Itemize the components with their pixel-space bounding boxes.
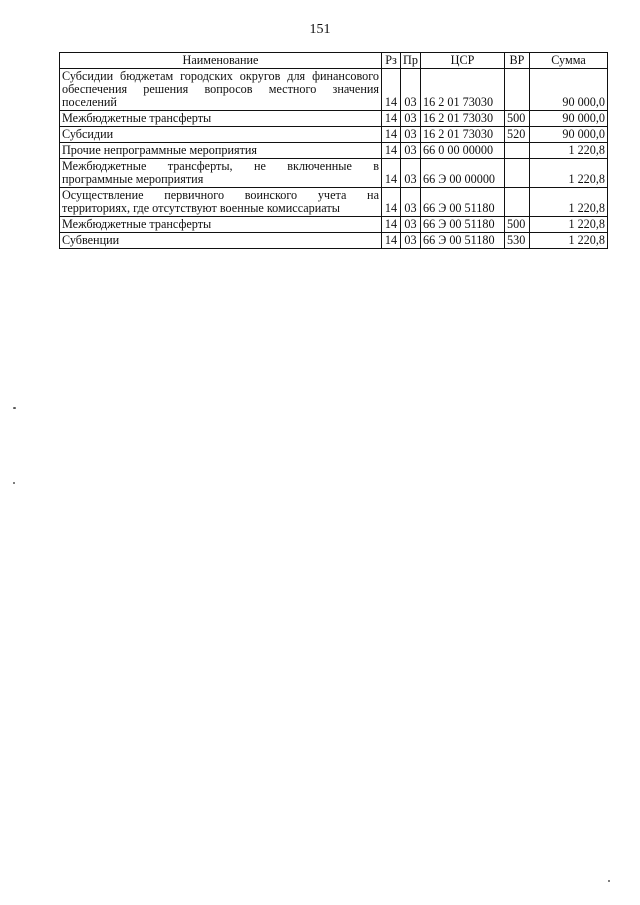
cell-pr: 03 <box>401 111 421 127</box>
cell-vr <box>505 143 530 159</box>
cell-pr: 03 <box>401 159 421 188</box>
cell-rz: 14 <box>382 127 401 143</box>
cell-sum: 90 000,0 <box>530 127 608 143</box>
cell-csr: 16 2 01 73030 <box>421 69 505 111</box>
cell-name: Межбюджетные трансферты <box>60 111 382 127</box>
header-sum: Сумма <box>530 53 608 69</box>
cell-csr: 16 2 01 73030 <box>421 127 505 143</box>
cell-pr: 03 <box>401 69 421 111</box>
cell-vr <box>505 188 530 217</box>
table-row <box>60 111 608 127</box>
header-csr: ЦСР <box>421 53 505 69</box>
cell-sum: 1 220,8 <box>530 217 608 233</box>
cell-name: Прочие непрограммные мероприятия <box>60 143 382 159</box>
cell-sum: 1 220,8 <box>530 188 608 217</box>
header-pr: Пр <box>401 53 421 69</box>
cell-rz: 14 <box>382 159 401 188</box>
cell-csr: 66 0 00 00000 <box>421 143 505 159</box>
cell-sum: 1 220,8 <box>530 143 608 159</box>
table-row <box>60 217 608 233</box>
cell-csr: 66 Э 00 51180 <box>421 233 505 249</box>
table-row <box>60 233 608 249</box>
budget-table <box>59 52 608 249</box>
table-header-row <box>60 53 608 69</box>
cell-rz: 14 <box>382 217 401 233</box>
header-name: Наименование <box>60 53 382 69</box>
cell-vr: 530 <box>505 233 530 249</box>
cell-name: Межбюджетные трансферты, не включенные в программные мероприятия <box>60 159 382 188</box>
cell-vr: 500 <box>505 111 530 127</box>
table-row <box>60 188 608 217</box>
cell-name: Осуществление первичного воинского учета на территориях, где отсутствуют военные комиссариаты <box>60 188 382 217</box>
cell-pr: 03 <box>401 143 421 159</box>
cell-csr: 66 Э 00 51180 <box>421 188 505 217</box>
cell-name: Субсидии бюджетам городских округов для финансового обеспечения решения вопросов местного значения поселений <box>60 69 382 111</box>
cell-pr: 03 <box>401 127 421 143</box>
scan-speck <box>13 482 15 484</box>
cell-sum: 90 000,0 <box>530 69 608 111</box>
table-row <box>60 69 608 111</box>
table-row <box>60 159 608 188</box>
cell-vr <box>505 69 530 111</box>
cell-name: Межбюджетные трансферты <box>60 217 382 233</box>
cell-pr: 03 <box>401 188 421 217</box>
cell-sum: 90 000,0 <box>530 111 608 127</box>
cell-rz: 14 <box>382 143 401 159</box>
cell-rz: 14 <box>382 69 401 111</box>
cell-pr: 03 <box>401 217 421 233</box>
cell-csr: 66 Э 00 00000 <box>421 159 505 188</box>
table-row <box>60 143 608 159</box>
cell-csr: 66 Э 00 51180 <box>421 217 505 233</box>
scan-speck <box>13 407 16 409</box>
cell-sum: 1 220,8 <box>530 233 608 249</box>
page-number: 151 <box>309 22 331 37</box>
cell-pr: 03 <box>401 233 421 249</box>
table-row <box>60 127 608 143</box>
cell-vr: 500 <box>505 217 530 233</box>
cell-vr: 520 <box>505 127 530 143</box>
scan-speck <box>608 880 610 882</box>
cell-rz: 14 <box>382 233 401 249</box>
cell-vr <box>505 159 530 188</box>
cell-rz: 14 <box>382 188 401 217</box>
header-rz: Рз <box>382 53 401 69</box>
cell-name: Субсидии <box>60 127 382 143</box>
cell-name: Субвенции <box>60 233 382 249</box>
header-vr: ВР <box>505 53 530 69</box>
cell-sum: 1 220,8 <box>530 159 608 188</box>
cell-rz: 14 <box>382 111 401 127</box>
cell-csr: 16 2 01 73030 <box>421 111 505 127</box>
